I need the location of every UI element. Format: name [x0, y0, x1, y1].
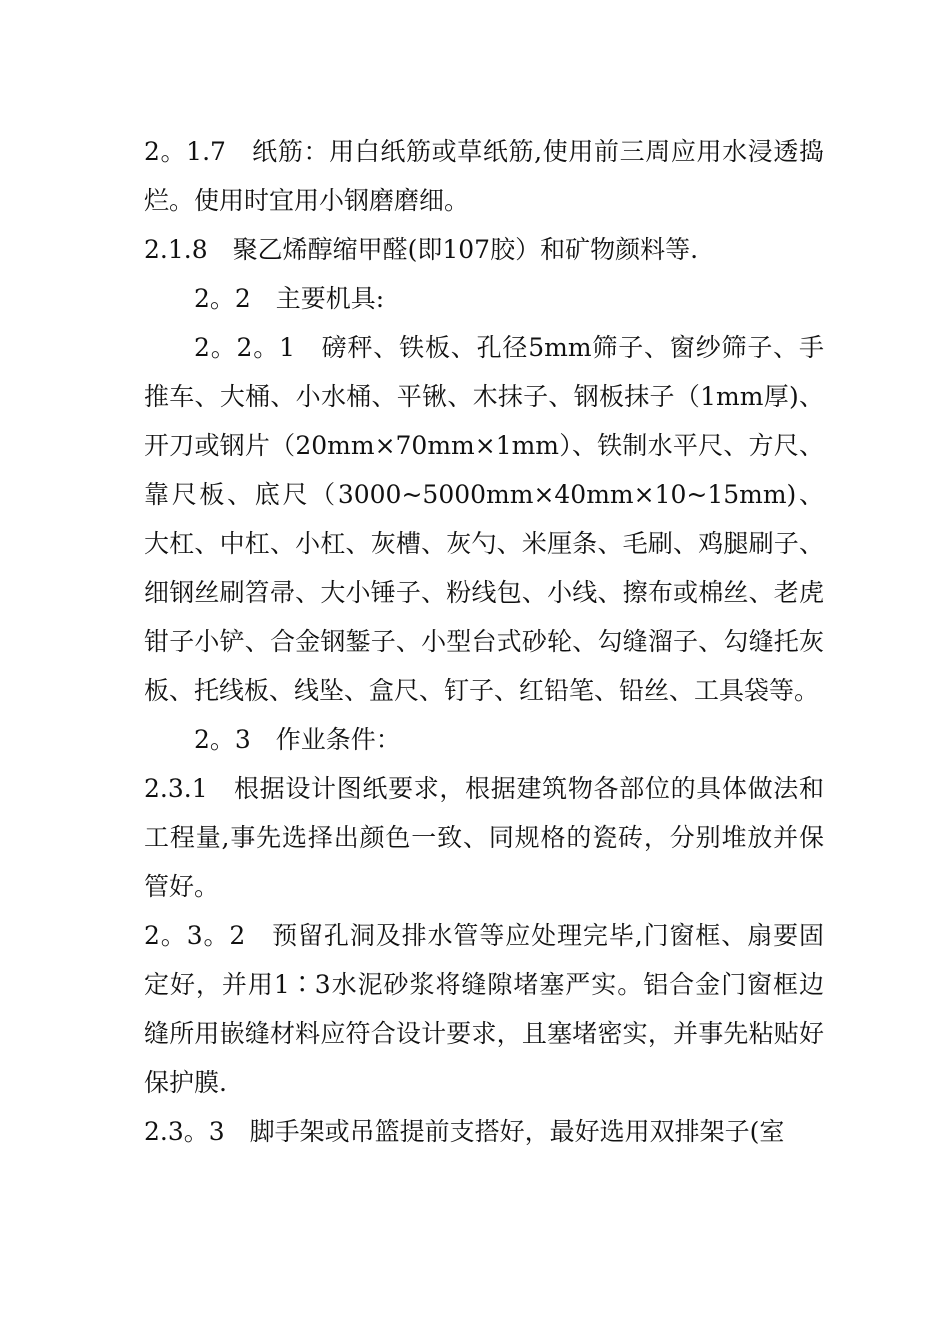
paragraph-2-2-1: 2。2。1 磅秤、铁板、孔径5mm筛子、窗纱筛子、手推车、大桶、小水桶、平锹、木抹子、钢板抹子（1mm厚)、开刀或钢片（20mm×70mm×1mm）、铁制水平尺、方尺、靠尺板、底尺（3000~5000mm×40mm×10~15mm)、大杠、中杠、小杠、灰槽、灰勺、米厘条、毛刷、鸡腿刷子、细钢丝刷笤帚、大小锤子、粉线包、小线、擦布或棉丝、老虎钳子小铲、合金钢錾子、小型台式砂轮、勾缝溜子、勾缝托灰板、托线板、线坠、盒尺、钉子、红铅笔、铅丝、工具袋等。 — [144, 333, 824, 705]
document-body — [144, 127, 824, 1156]
paragraph-2-1-7: 2。1.7 纸筋：用白纸筋或草纸筋,使用前三周应用水浸透捣烂。使用时宜用小钢磨磨细。 — [144, 137, 824, 215]
paragraph-2-3-2: 2。3。2 预留孔洞及排水管等应处理完毕,门窗框、扇要固定好，并用1∶3水泥砂浆将缝隙堵塞严实。铝合金门窗框边缝所用嵌缝材料应符合设计要求，且塞堵密实，并事先粘贴好保护膜. — [144, 921, 824, 1097]
paragraph-2-3-1: 2.3.1 根据设计图纸要求，根据建筑物各部位的具体做法和工程量,事先选择出颜色一致、同规格的瓷砖，分别堆放并保管好。 — [144, 774, 824, 901]
paragraph-2-3-3: 2.3。3 脚手架或吊篮提前支搭好，最好选用双排架子(室 — [144, 1117, 785, 1146]
section-heading-2-2: 2。2 主要机具: — [194, 284, 385, 313]
paragraph-2-1-8: 2.1.8 聚乙烯醇缩甲醛(即107胶）和矿物颜料等. — [144, 235, 699, 264]
section-heading-2-3: 2。3 作业条件： — [194, 725, 401, 754]
